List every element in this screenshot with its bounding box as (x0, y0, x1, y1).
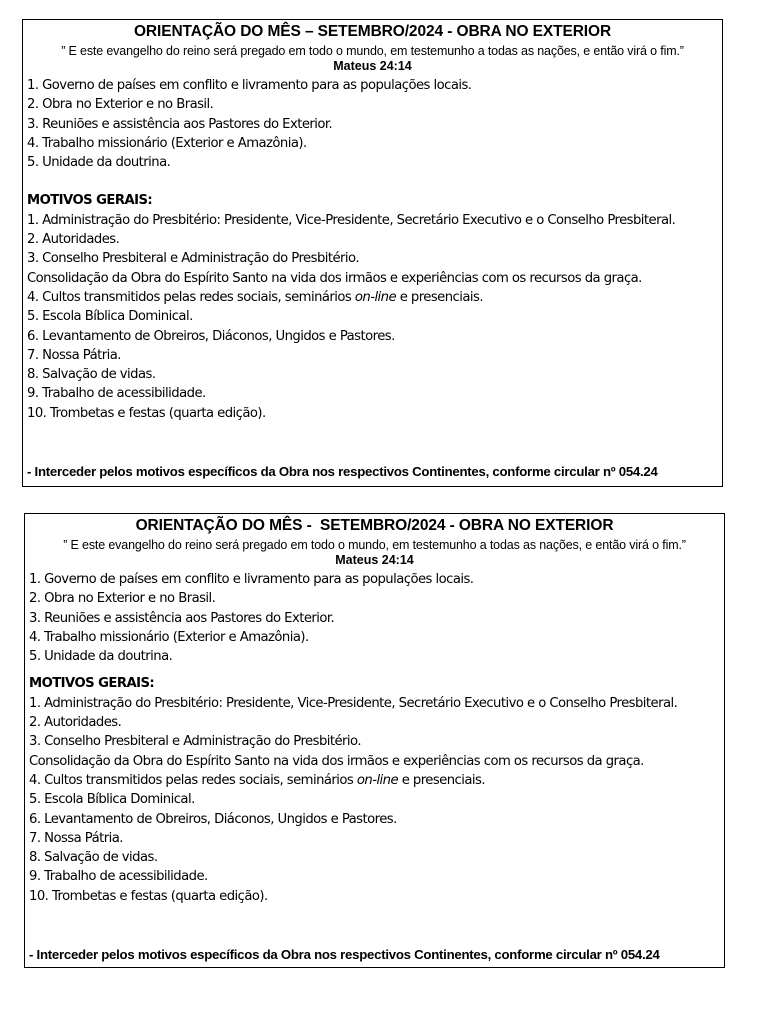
specific-motives-list (25, 570, 724, 906)
list-item-note: Consolidação da Obra do Espírito Santo na vida dos irmãos e experiências com os recursos da graça. (27, 270, 642, 286)
list-item: 9. Trabalho de acessibilidade. (29, 869, 208, 885)
list-item: 5. Escola Bíblica Dominical. (27, 309, 193, 325)
list-item: 5. Unidade da doutrina. (29, 649, 173, 665)
general-motives-heading: MOTIVOS GERAIS: (29, 676, 155, 692)
prayer-guide-card-2 (24, 513, 725, 968)
list-item: 7. Nossa Pátria. (27, 347, 121, 363)
list-item: 5. Escola Bíblica Dominical. (29, 792, 195, 808)
list-item: 10. Trombetas e festas (quarta edição). (27, 405, 266, 421)
intercession-footer: - Interceder pelos motivos específicos da Obra nos respectivos Continentes, conforme circular nº 054.24 (29, 947, 660, 962)
list-item-text: e presenciais. (398, 772, 485, 788)
general-motives-heading: MOTIVOS GERAIS: (27, 193, 153, 209)
list-item-text: 4. Cultos transmitidos pelas redes sociais, seminários (29, 772, 357, 788)
prayer-guide-card-1 (22, 19, 723, 487)
list-item: 2. Obra no Exterior e no Brasil. (29, 591, 216, 607)
list-item-emphasis: on-line (354, 289, 397, 305)
list-item: 1. Governo de países em conflito e livramento para as populações locais. (27, 78, 472, 93)
bible-reference: Mateus 24:14 (335, 553, 414, 567)
intercession-footer: - Interceder pelos motivos específicos da Obra nos respectivos Continentes, conforme circular nº 054.24 (27, 464, 658, 479)
list-item: 4. Trabalho missionário (Exterior e Amazônia). (29, 629, 309, 645)
list-item: 7. Nossa Pátria. (29, 830, 123, 846)
list-item: 2. Autoridades. (27, 232, 120, 248)
bible-reference: Mateus 24:14 (333, 59, 412, 73)
list-item (27, 288, 718, 307)
list-item: 1. Administração do Presbitério: Presidente, Vice-Presidente, Secretário Executivo e o Conselho Presbiteral. (27, 212, 676, 228)
card-title: ORIENTAÇÃO DO MÊS - SETEMBRO/2024 - OBRA NO EXTERIOR (135, 517, 614, 534)
bible-quote: ” E este evangelho do reino será pregado em todo o mundo, em testemunho a todas as nações, e então virá o fim.” (63, 538, 686, 552)
list-item-emphasis: on-line (356, 772, 399, 788)
card-title: ORIENTAÇÃO DO MÊS – SETEMBRO/2024 - OBRA NO EXTERIOR (133, 23, 612, 40)
list-item: 8. Salvação de vidas. (27, 367, 156, 383)
list-item: 6. Levantamento de Obreiros, Diáconos, Ungidos e Pastores. (27, 328, 395, 344)
list-item: 1. Governo de países em conflito e livramento para as populações locais. (29, 572, 474, 587)
list-item: 3. Reuniões e assistência aos Pastores do Exterior. (29, 610, 335, 626)
list-item-note: Consolidação da Obra do Espírito Santo na vida dos irmãos e experiências com os recursos da graça. (29, 753, 644, 769)
list-item: 4. Trabalho missionário (Exterior e Amazônia). (27, 135, 307, 151)
list-item: 3. Reuniões e assistência aos Pastores do Exterior. (27, 116, 333, 132)
list-item: 2. Autoridades. (29, 715, 122, 731)
specific-motives-list (23, 76, 722, 423)
list-item-text: 4. Cultos transmitidos pelas redes sociais, seminários (27, 289, 355, 305)
list-item (29, 771, 720, 790)
list-item: 3. Conselho Presbiteral e Administração do Presbitério. (29, 734, 361, 750)
list-item: 3. Conselho Presbiteral e Administração do Presbitério. (27, 251, 359, 267)
list-item: 6. Levantamento de Obreiros, Diáconos, Ungidos e Pastores. (29, 811, 397, 827)
bible-quote: ” E este evangelho do reino será pregado em todo o mundo, em testemunho a todas as nações, e então virá o fim.” (61, 44, 684, 58)
list-item: 8. Salvação de vidas. (29, 850, 158, 866)
list-item: 5. Unidade da doutrina. (27, 155, 171, 171)
list-item: 2. Obra no Exterior e no Brasil. (27, 97, 214, 113)
list-item: 1. Administração do Presbitério: Presidente, Vice-Presidente, Secretário Executivo e o Conselho Presbiteral. (29, 695, 678, 711)
list-item: 10. Trombetas e festas (quarta edição). (29, 888, 268, 904)
list-item-text: e presenciais. (396, 289, 483, 305)
list-item: 9. Trabalho de acessibilidade. (27, 386, 206, 402)
